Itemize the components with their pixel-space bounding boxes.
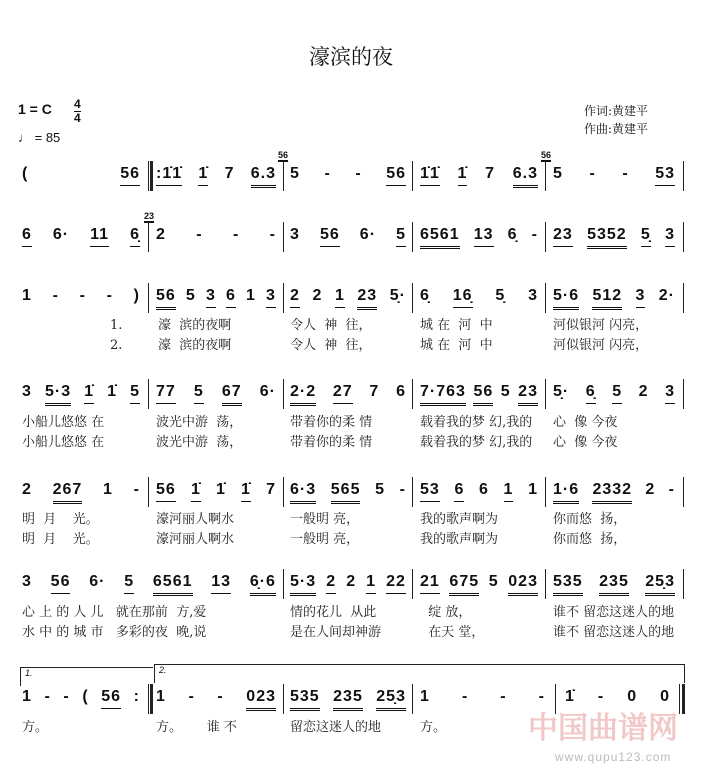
lyric-segment: 濠河丽人啊水 (156, 532, 235, 547)
note: ( (82, 688, 89, 705)
measure (22, 226, 140, 247)
note: 22 (386, 573, 406, 594)
note: 11 (90, 226, 109, 247)
note: 3 (206, 287, 216, 308)
lyric-segment: 绽 放， (420, 605, 472, 620)
key-signature: 1 = C (18, 101, 52, 117)
note: 21 (420, 573, 440, 594)
note: 13 (211, 573, 231, 594)
note: ) (133, 287, 140, 304)
measure (420, 573, 538, 596)
note: 2 (326, 573, 336, 594)
note: 2 (638, 383, 649, 400)
note: 3 (290, 226, 300, 243)
note: 6̣·6 (250, 573, 276, 596)
note: 5·3 (45, 383, 71, 406)
note: 1 (420, 688, 430, 705)
note: 6· (259, 383, 276, 400)
measure (290, 287, 406, 310)
lyric-segment: 心 上 的 人 儿 就在那前 方,爱 (22, 605, 207, 620)
lyric-segment: 波光中游 荡， (156, 415, 243, 430)
measure (420, 165, 538, 188)
note: 3 (636, 287, 646, 308)
note: 2 (346, 573, 357, 590)
note: - (63, 688, 70, 705)
note: - (196, 226, 203, 243)
note: - (52, 287, 59, 304)
note: 1 (246, 287, 256, 304)
watermark-url: www.qupu123.com (555, 750, 672, 764)
note: - (355, 165, 362, 182)
note: 2·2 (290, 383, 316, 406)
note: 6 (22, 226, 32, 247)
note: 27 (333, 383, 353, 404)
note: - (133, 481, 140, 498)
note: 5·6 (553, 287, 579, 310)
note: 6561 (153, 573, 193, 596)
note: 1 (504, 481, 514, 502)
note: - (589, 165, 596, 182)
note: 5 (124, 573, 134, 594)
lyric-segment: 城 在 河 中 (420, 318, 493, 333)
note: - (622, 165, 629, 182)
note: 1 (335, 287, 345, 308)
note: - (324, 165, 331, 182)
note: 7 (369, 383, 380, 400)
note: 1̇ (107, 383, 118, 400)
lyric-segment: 一般明 亮， (290, 512, 360, 527)
note: 1·6 (553, 481, 579, 504)
measure (290, 383, 406, 406)
note: 5 (612, 383, 622, 404)
time-signature (74, 98, 81, 125)
note: - (79, 287, 86, 304)
note: 535 (290, 688, 320, 711)
measure (420, 481, 538, 502)
note: 23 (553, 226, 573, 247)
staff-row-1 (0, 150, 702, 195)
note: - (500, 688, 507, 705)
note: 56 (51, 573, 71, 594)
measure (290, 688, 406, 711)
note: 1̇ (458, 165, 468, 186)
lyric-segment: 心 像 今夜 (553, 435, 618, 450)
measure (553, 383, 675, 404)
lyric-segment: 令人 神 往， (290, 338, 372, 353)
measure (22, 688, 140, 709)
lyric-segment: 小船儿悠悠 在 (22, 435, 105, 450)
note: 56 (156, 287, 176, 310)
note: 56 (156, 481, 176, 502)
note: 565 (331, 481, 361, 504)
grace-note: 56 (541, 150, 552, 160)
note: 23 (518, 383, 538, 406)
note: - (399, 481, 406, 498)
note: - (44, 688, 51, 705)
measure (420, 226, 538, 249)
note: - (217, 688, 224, 705)
lyric-segment: 我的歌声啊为 (420, 512, 499, 527)
note: 1̇1̇ (420, 165, 440, 186)
measure (156, 688, 276, 711)
lyric-segment: 载着我的梦 幻,我的 (420, 415, 533, 430)
staff-row-4 (0, 383, 702, 413)
note: 6 (396, 383, 406, 400)
lyric-segment: 一般明 亮， (290, 532, 360, 547)
note: 5 (553, 165, 563, 182)
note: 1 (22, 287, 32, 304)
note: 6· (52, 226, 70, 243)
staff-row-3 (0, 287, 702, 317)
note: :1̇1̇ (156, 165, 182, 186)
note: 56 (473, 383, 493, 406)
note: 023 (246, 688, 276, 711)
grace-note: 56 (278, 150, 289, 160)
volta-second: 2. (154, 664, 685, 683)
volta-first: 1. (20, 667, 153, 686)
measure (541, 150, 675, 186)
note: 1̇ (241, 481, 251, 502)
note: 1 (366, 573, 376, 594)
note: 5·3 (290, 573, 316, 596)
note: 5̣· (553, 383, 570, 400)
note: 23 (357, 287, 377, 310)
measure (22, 573, 276, 596)
note: 675 (449, 573, 479, 596)
lyricist-credit: 作词:黄建平 (584, 104, 649, 118)
note: 6̣ (586, 383, 596, 404)
measure (156, 481, 276, 502)
lyric-segment: 在天 堂， (420, 625, 485, 640)
note: 6· (359, 226, 377, 243)
measure (420, 287, 538, 308)
note: 5̣ (495, 287, 506, 304)
note: 1 (528, 481, 538, 498)
time-bottom: 4 (74, 111, 81, 125)
lyric-segment: 明 月 光。 (22, 512, 99, 527)
note: 6 (226, 287, 236, 308)
lyric-segment: 明 月 光。 (22, 532, 99, 547)
note: 5 (500, 383, 511, 400)
note: - (597, 688, 605, 705)
note: 2 (290, 287, 300, 308)
lyric-segment: 河似银河 闪亮， (553, 338, 649, 353)
note: - (531, 226, 538, 243)
lyric-segment: 情的花儿 从此 (290, 605, 377, 620)
note: 53 (420, 481, 440, 502)
note: 2 (312, 287, 323, 304)
note: 267 (53, 481, 83, 504)
lyric-segment: 城 在 河 中 (420, 338, 493, 353)
measure (290, 481, 406, 504)
lyric-segment: 我的歌声啊为 (420, 532, 499, 547)
measure (565, 688, 670, 708)
measure (22, 165, 140, 186)
note: - (538, 688, 545, 705)
note: 25̣3 (645, 573, 675, 596)
measure (156, 383, 276, 406)
lyric-segment: 方。 (420, 720, 447, 735)
note: : (133, 688, 140, 705)
note: 1̇ (198, 165, 208, 186)
note: 3 (266, 287, 276, 308)
note: 3 (22, 573, 32, 590)
lyric-segment: 方。 (22, 720, 49, 735)
note: 2 (156, 226, 166, 243)
note: 2· (658, 287, 675, 304)
note: - (461, 688, 469, 705)
lyric-segment: 水 中 的 城 市 多彩的夜 晚,说 (22, 625, 207, 640)
note: 1 (156, 688, 166, 705)
note: 6.3 (513, 165, 538, 188)
note: 5 (185, 287, 196, 304)
lyric-segment: 濠 滨的夜啊 (158, 318, 232, 333)
note: 1̇ (84, 383, 94, 404)
note: 6·3 (290, 481, 316, 504)
note: 3 (665, 383, 675, 404)
lyric-segment: 小船儿悠悠 在 (22, 415, 105, 430)
lyric-segment: 留恋这迷人的地 (290, 720, 382, 735)
note: 6 (454, 481, 464, 502)
measure (420, 383, 538, 406)
note: 0 (627, 688, 638, 705)
note: 5352 (587, 226, 627, 249)
song-title: 濠滨的夜 (309, 45, 393, 69)
note: 13 (474, 226, 494, 247)
measure (553, 226, 675, 249)
lyric-segment: 你而悠 扬， (553, 512, 627, 527)
note: 53 (655, 165, 675, 186)
lyric-segment: 心 像 今夜 (553, 415, 618, 430)
measure (553, 287, 675, 310)
staff-row-2 (0, 211, 702, 256)
measure (553, 481, 675, 504)
note: 6 (478, 481, 489, 498)
time-top: 4 (74, 97, 81, 111)
note: 1 (22, 688, 32, 705)
measure (156, 287, 276, 310)
note: 56 (386, 165, 406, 186)
note: 6̣ (507, 226, 518, 243)
note: 3 (22, 383, 32, 400)
note: - (188, 688, 195, 705)
lyric-segment: 濠 滨的夜啊 (158, 338, 232, 353)
note: 5 (488, 573, 499, 590)
note: 6.3 (251, 165, 276, 188)
note: - (269, 226, 276, 243)
note: 023 (508, 573, 538, 596)
note: 1̇ (191, 481, 201, 502)
lyric-segment: 你而悠 扬， (553, 532, 627, 547)
note: 1̇ (215, 481, 226, 498)
lyric-segment: 带着你的柔 情 (290, 435, 373, 450)
note: 3 (528, 287, 538, 304)
lyric-segment: 带着你的柔 情 (290, 415, 373, 430)
watermark-logo: 中国曲谱网 (528, 711, 678, 746)
lyric-segment: 濠河丽人啊水 (156, 512, 235, 527)
note: 2 (22, 481, 32, 498)
note: 6̣ (130, 226, 140, 247)
lyric-segment: 是在人间却神游 (290, 625, 382, 640)
note: 512 (592, 287, 622, 310)
note: 1 (103, 481, 113, 498)
note: 5 (290, 165, 300, 182)
note: 56 (101, 688, 121, 709)
lyric-segment: 1. (110, 318, 123, 333)
note: 5 (194, 383, 204, 404)
note: 6· (89, 573, 106, 590)
note: 2332 (592, 481, 632, 504)
note: 0 (660, 688, 670, 705)
note: 7 (485, 165, 496, 182)
measure (22, 481, 140, 504)
lyric-segment: 波光中游 荡， (156, 435, 243, 450)
note: ( (22, 165, 29, 182)
note: 6561 (420, 226, 460, 249)
note: 3 (665, 226, 675, 247)
note: 235 (333, 688, 363, 711)
note: 25̣3 (376, 688, 406, 711)
measure (156, 165, 276, 188)
note: 235 (599, 573, 629, 596)
measure (278, 150, 406, 186)
note: - (106, 287, 113, 304)
note: 77 (156, 383, 176, 404)
measure (144, 211, 276, 246)
lyric-segment: 2. (110, 338, 123, 353)
measure (290, 573, 406, 596)
measure (420, 688, 545, 708)
measure (290, 226, 406, 247)
note: - (668, 481, 675, 498)
lyric-segment: 令人 神 往， (290, 318, 372, 333)
note: 6̣ (420, 287, 430, 304)
note: 7 (224, 165, 235, 182)
note: 67 (222, 383, 242, 406)
staff-row-5 (0, 481, 702, 511)
composer-credit: 作曲:黄建平 (584, 122, 649, 136)
lyric-segment: 方。 谁 不 (156, 720, 237, 735)
note: 16̣ (453, 287, 473, 308)
lyric-segment: 谁不 留恋这迷人的地 (553, 605, 675, 620)
lyric-segment: 载着我的梦 幻,我的 (420, 435, 533, 450)
lyric-segment: 河似银河 闪亮， (553, 318, 649, 333)
staff-row-6 (0, 573, 702, 603)
lyric-segment: 谁不 留恋这迷人的地 (553, 625, 675, 640)
tempo-marking: ♩ = 85 (18, 130, 61, 145)
note: 535 (553, 573, 583, 596)
measure (22, 287, 140, 307)
note: 5̣ (641, 226, 651, 247)
grace-note: 23 (144, 211, 155, 221)
note: 5 (130, 383, 140, 404)
note: 56 (120, 165, 140, 186)
note: 7·763 (420, 383, 466, 406)
note: 5 (396, 226, 406, 247)
note: - (232, 226, 240, 243)
note: 7 (266, 481, 276, 498)
note: 5̣· (389, 287, 406, 304)
note: 1̇ (565, 688, 575, 705)
measure (553, 573, 675, 596)
note: 2 (645, 481, 656, 498)
note: 56 (320, 226, 340, 247)
note: 5 (375, 481, 386, 498)
measure (22, 383, 140, 406)
